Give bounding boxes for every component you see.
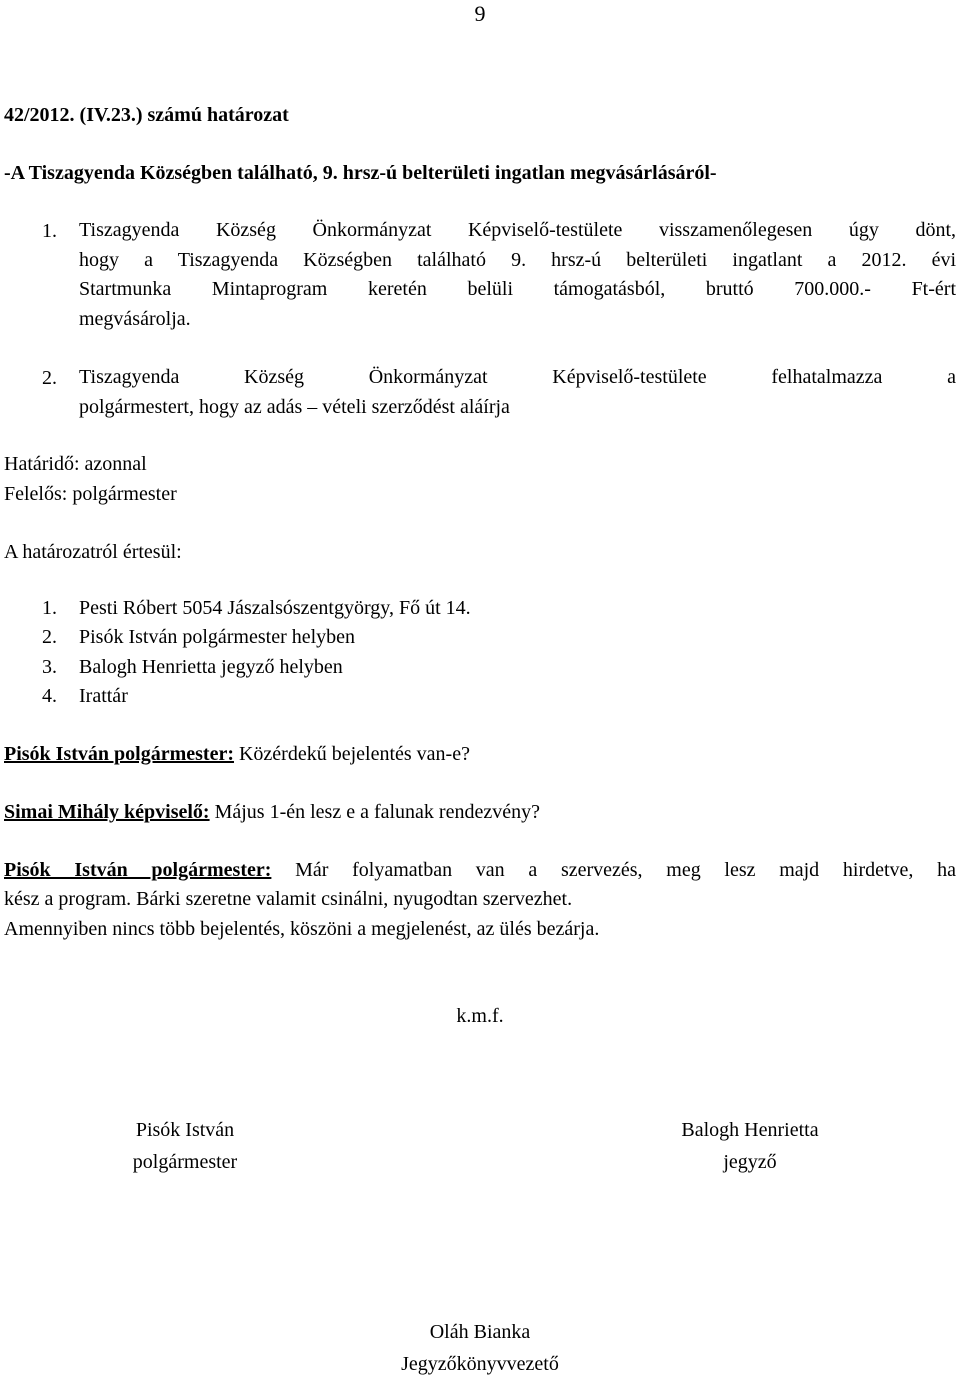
list-item-text: Balogh Henrietta jegyző helyben — [79, 656, 343, 678]
list-item-text: Pesti Róbert 5054 Jászalsószentgyörgy, Fő út 14. — [79, 597, 471, 619]
point-line: Tiszagyenda Község Önkormányzat Képviselő-testülete visszamenőlegesen úgy dönt, — [79, 219, 956, 241]
closing-text: Amennyiben nincs több bejelentés, köszöni a megjelenést, az ülés bezárja. — [4, 918, 600, 940]
statement-line — [4, 856, 956, 885]
point-line: hogy a Tiszagyenda Községben található 9. hrsz-ú belterületi ingatlant a 2012. évi — [79, 248, 956, 271]
resolution-title: 42/2012. (IV.23.) számú határozat — [4, 104, 289, 126]
statement-text: Május 1-én lesz e a falunak rendezvény? — [214, 801, 540, 823]
point-line: Startmunka Mintaprogram keretén belüli támogatásból, bruttó 700.000.- Ft-ért — [79, 278, 956, 300]
list-item-number: 3. — [42, 656, 57, 678]
list-item-number: 4. — [42, 685, 57, 707]
list-item-text: Irattár — [79, 685, 128, 707]
notified-heading: A határozatról értesül: — [4, 541, 182, 563]
point-number: 2. — [42, 367, 57, 389]
signature-block — [90, 1114, 280, 1178]
statement-text: Közérdekű bejelentés van-e? — [238, 743, 470, 765]
page-number: 9 — [474, 1, 486, 26]
statement — [4, 800, 540, 824]
statement-line: kész a program. Bárki szeretne valamit csinálni, nyugodtan szervezhet. — [4, 888, 573, 910]
deadline: Határidő: azonnal — [4, 453, 147, 475]
point-line: polgármestert, hogy az adás – vételi szerződést aláírja — [79, 395, 510, 418]
signature-name: Oláh Bianka — [429, 1321, 531, 1343]
speaker-label: Pisók István polgármester: — [4, 743, 234, 765]
point-line: Tiszagyenda Község Önkormányzat Képviselő-testülete felhatalmazza a — [79, 366, 956, 388]
signature-name: Balogh Henrietta — [681, 1119, 819, 1141]
kmf: k.m.f. — [456, 1005, 504, 1027]
point-text — [79, 363, 956, 422]
signature-name: Pisók István — [135, 1119, 235, 1141]
signature-block — [640, 1114, 860, 1178]
statement — [4, 856, 956, 914]
point-line: megvásárolja. — [79, 307, 191, 330]
responsible: Felelős: polgármester — [4, 483, 177, 505]
speaker-label: Pisók István polgármester: — [4, 859, 272, 881]
signature-role: jegyző — [723, 1151, 777, 1173]
signature-role: Jegyzőkönyvvezető — [401, 1353, 559, 1375]
point-text — [79, 216, 956, 334]
resolution-subtitle: -A Tiszagyenda Községben található, 9. hrsz-ú belterületi ingatlan megvásárlásáról- — [4, 162, 717, 184]
speaker-label: Simai Mihály képviselő: — [4, 801, 210, 823]
list-item-number: 2. — [42, 626, 57, 648]
signature-block — [350, 1316, 610, 1380]
signature-role: polgármester — [132, 1151, 238, 1173]
point-number: 1. — [42, 220, 57, 242]
statement — [4, 742, 470, 766]
statement-text: Már folyamatban van a szervezés, meg lesz majd hirdetve, ha — [295, 859, 956, 881]
list-item-text: Pisók István polgármester helyben — [79, 626, 356, 648]
list-item-number: 1. — [42, 597, 57, 619]
